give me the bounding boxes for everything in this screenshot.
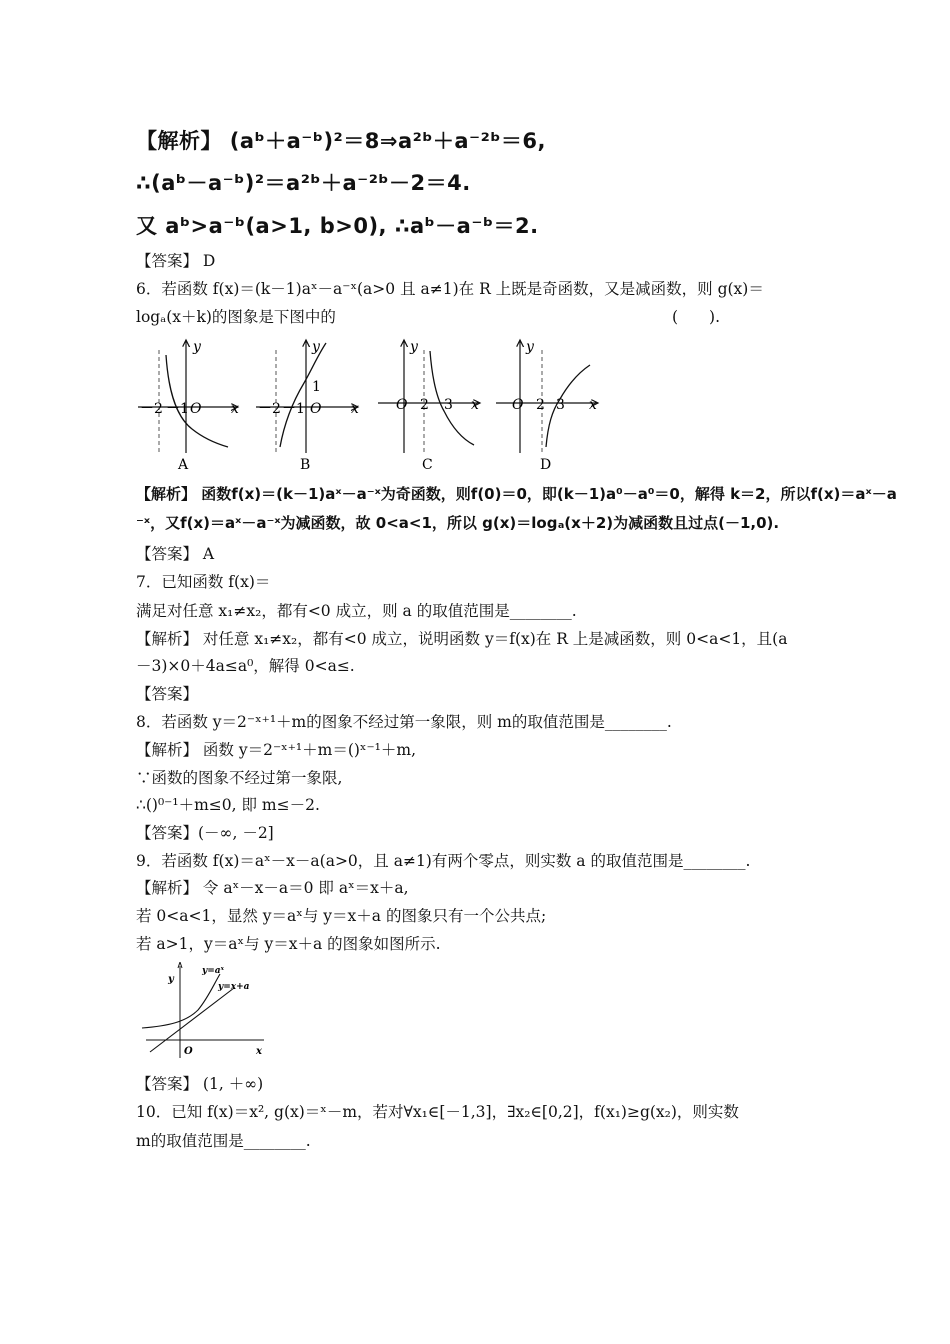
q6-jiexi-line-2: ⁻ˣ，又f(x)＝aˣ－a⁻ˣ为减函数，故 0<a<1，所以 g(x)＝logₐ(x＋2)为减函数且过点(－1,0). bbox=[136, 514, 780, 532]
graph-c-tick: 2 bbox=[420, 397, 429, 413]
q8-stem: 8．若函数 y＝2⁻ˣ⁺¹＋m的图象不经过第一象限，则 m的取值范围是________. bbox=[136, 713, 672, 731]
q9-graph-label-x: x bbox=[256, 1046, 262, 1057]
graph-d bbox=[496, 339, 598, 473]
q7-answer: 【答案】 bbox=[136, 685, 199, 703]
q10-stem-line-2: m的取值范围是________. bbox=[136, 1132, 311, 1150]
graph-c-tick: O bbox=[396, 397, 408, 413]
q9-stem: 9．若函数 f(x)＝aˣ－x－a(a>0，且 a≠1)有两个零点，则实数 a 的取值范围是________. bbox=[136, 852, 751, 870]
q6-stem-line-1: 6．若函数 f(x)＝(k－1)aˣ－a⁻ˣ(a>0 且 a≠1)在 R 上既是奇函数，又是减函数，则 g(x)＝ bbox=[136, 280, 764, 298]
q9-graph-label-o: O bbox=[184, 1046, 193, 1057]
q7-stem-line-2: 满足对任意 x₁≠x₂，都有<0 成立，则 a 的取值范围是________. bbox=[136, 602, 577, 620]
graph-c-tick: y bbox=[410, 339, 418, 355]
q9-jiexi-line-3: 若 a>1，y＝aˣ与 y＝x＋a 的图象如图所示. bbox=[136, 935, 441, 953]
q6-graphs bbox=[136, 335, 606, 475]
q6-stem-line-2: logₐ(x＋k)的图象是下图中的 bbox=[136, 308, 336, 326]
graph-a-tick: x bbox=[231, 401, 239, 417]
graph-d-label: D bbox=[540, 457, 552, 473]
q5-answer: 【答案】 D bbox=[136, 252, 216, 270]
graph-b-label: B bbox=[300, 457, 311, 473]
graph-c-tick: x bbox=[471, 397, 479, 413]
q8-jiexi-line-2: ∵函数的图象不经过第一象限, bbox=[136, 769, 343, 787]
q7-jiexi-line-1: 【解析】 对任意 x₁≠x₂，都有<0 成立，说明函数 y＝f(x)在 R 上是减函数，则 0<a<1，且(a bbox=[136, 630, 788, 648]
graph-b-tick: O bbox=[310, 401, 322, 417]
q9-jiexi-line-1: 【解析】 令 aˣ－x－a＝0 即 aˣ＝x＋a, bbox=[136, 879, 409, 897]
graph-b-tick: －2 bbox=[258, 401, 281, 417]
q9-answer: 【答案】 (1, ＋∞) bbox=[136, 1075, 264, 1093]
graph-b-tick: －1 bbox=[282, 401, 305, 417]
q7-jiexi-line-2: －3)×0＋4a≤a⁰，解得 0<a≤. bbox=[136, 657, 355, 675]
graph-a bbox=[138, 339, 239, 473]
graph-a-tick: y bbox=[193, 339, 201, 355]
graph-b-tick: y bbox=[312, 339, 320, 355]
graph-d-tick: 3 bbox=[556, 397, 565, 413]
graph-a-label: A bbox=[178, 457, 189, 473]
graph-d-tick: O bbox=[512, 397, 524, 413]
q9-graph bbox=[138, 962, 268, 1062]
q9-graph-label-curve: y=aˣ bbox=[202, 966, 224, 976]
graph-d-tick: x bbox=[589, 397, 597, 413]
graph-c bbox=[378, 339, 480, 473]
q9-graph-label-line: y=x+a bbox=[218, 982, 250, 992]
q7-stem-line-1: 7．已知函数 f(x)＝ bbox=[136, 573, 271, 591]
q5-jiexi-line-3: 又 aᵇ>a⁻ᵇ(a>1, b>0), ∴aᵇ－a⁻ᵇ＝2. bbox=[136, 214, 539, 238]
graph-c-tick: 3 bbox=[444, 397, 453, 413]
q5-jiexi-line-2: ∴(aᵇ－a⁻ᵇ)²＝a²ᵇ＋a⁻²ᵇ－2＝4. bbox=[136, 171, 471, 195]
q9-jiexi-line-2: 若 0<a<1，显然 y＝aˣ与 y＝x＋a 的图象只有一个公共点; bbox=[136, 907, 547, 925]
q8-jiexi-line-1: 【解析】 函数 y＝2⁻ˣ⁺¹＋m＝()ˣ⁻¹＋m, bbox=[136, 741, 416, 759]
q6-answer: 【答案】 A bbox=[136, 545, 215, 563]
q8-answer: 【答案】(－∞, －2] bbox=[136, 824, 274, 842]
q6-jiexi-line-1: 【解析】 函数f(x)＝(k－1)aˣ－a⁻ˣ为奇函数，则f(0)＝0，即(k－1)a⁰－a⁰＝0，解得 k＝2，所以f(x)＝aˣ－a bbox=[136, 485, 897, 503]
graph-a-tick: －2 bbox=[140, 401, 163, 417]
graph-b-tick: 1 bbox=[312, 379, 321, 395]
q5-jiexi-line-1: 【解析】 (aᵇ＋a⁻ᵇ)²＝8⇒a²ᵇ＋a⁻²ᵇ＝6, bbox=[136, 129, 546, 153]
q8-jiexi-line-3: ∴()⁰⁻¹＋m≤0, 即 m≤－2. bbox=[136, 796, 320, 814]
graph-a-tick: O bbox=[190, 401, 202, 417]
graph-b-tick: x bbox=[351, 401, 359, 417]
graph-a-tick: －1 bbox=[166, 401, 189, 417]
graph-d-tick: 2 bbox=[536, 397, 545, 413]
graph-b bbox=[256, 339, 359, 473]
graph-d-tick: y bbox=[526, 339, 534, 355]
q9-graph-label-y: y bbox=[168, 974, 174, 985]
q6-answer-paren: ( ). bbox=[672, 308, 721, 326]
graph-c-label: C bbox=[422, 457, 433, 473]
q10-stem-line-1: 10．已知 f(x)＝x², g(x)＝ˣ－m，若对∀x₁∈[－1,3]，∃x₂∈[0,2]，f(x₁)≥g(x₂)，则实数 bbox=[136, 1103, 739, 1121]
